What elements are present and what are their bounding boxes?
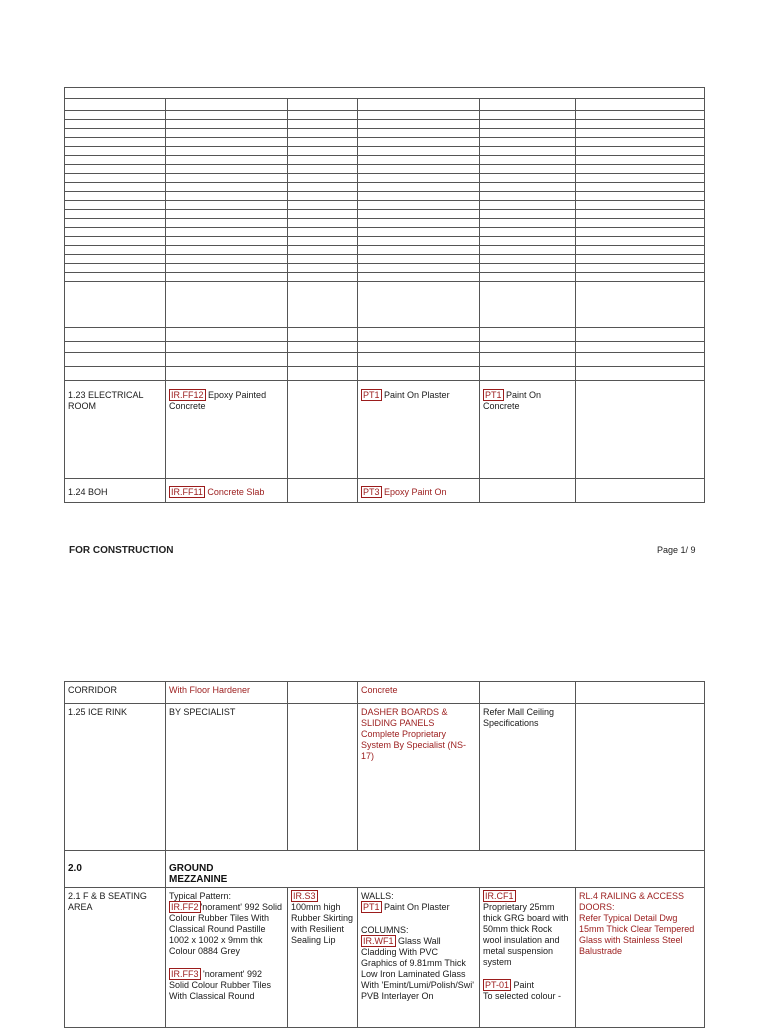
- remarks-cell: [576, 479, 705, 503]
- empty-cell: [480, 111, 576, 120]
- remarks-cell: [576, 704, 705, 851]
- floor-intro: Typical Pattern:: [169, 891, 232, 901]
- empty-cell: [65, 342, 166, 353]
- ceiling-finish: Refer Mall Ceiling Specifications: [480, 704, 576, 851]
- skirting-text: 100mm high Rubber Skirting with Resilient Sealing Lip: [291, 902, 354, 945]
- skirting-finish: [288, 888, 358, 1028]
- empty-cell: [288, 367, 358, 381]
- empty-cell: [166, 210, 288, 219]
- empty-cell: [65, 246, 166, 255]
- skirting-cell: [288, 479, 358, 503]
- empty-cell: [288, 246, 358, 255]
- empty-cell: [65, 328, 166, 342]
- finish-code: IR.FF3: [171, 969, 199, 979]
- empty-cell: [480, 353, 576, 367]
- floor-finish: BY SPECIALIST: [166, 704, 288, 851]
- empty-cell: [65, 174, 166, 183]
- skirting-cell: [288, 381, 358, 479]
- walls-heading: WALLS:: [361, 891, 394, 901]
- table-row: [65, 88, 705, 99]
- empty-cell: [358, 129, 480, 138]
- empty-cell: [480, 129, 576, 138]
- finish-code: PT-01: [485, 980, 510, 990]
- empty-cell: [358, 342, 480, 353]
- empty-cell: [480, 192, 576, 201]
- floor-text-1: 'norament' 992 Solid Colour Rubber Tiles With Classical Round Pastille: [169, 902, 283, 934]
- ceiling-cell: [480, 682, 576, 704]
- empty-cell: [65, 273, 166, 282]
- ceiling-finish: [480, 381, 576, 479]
- empty-table-row: [65, 273, 705, 282]
- empty-cell: [480, 342, 576, 353]
- finish-code: IR.FF2: [171, 902, 199, 912]
- empty-cell: [288, 129, 358, 138]
- empty-cell: [480, 264, 576, 273]
- empty-cell: [166, 156, 288, 165]
- empty-cell: [576, 183, 705, 192]
- empty-cell: [288, 219, 358, 228]
- empty-cell: [166, 255, 288, 264]
- empty-cell: [288, 147, 358, 156]
- floor-size: 1002 x 1002 x 9mm thk: [169, 935, 263, 945]
- empty-cell: [166, 138, 288, 147]
- empty-cell: [288, 111, 358, 120]
- empty-table-row: [65, 255, 705, 264]
- empty-cell: [358, 353, 480, 367]
- empty-cell: [576, 192, 705, 201]
- empty-cell: [288, 273, 358, 282]
- empty-table-row: [65, 147, 705, 156]
- empty-cell: [576, 156, 705, 165]
- section-number: 2.0: [65, 851, 166, 888]
- floor-finish: [166, 479, 288, 503]
- empty-table-row: [65, 174, 705, 183]
- table-header-band: [65, 88, 705, 99]
- empty-cell: [166, 237, 288, 246]
- empty-cell: [288, 201, 358, 210]
- skirting-cell: [288, 704, 358, 851]
- empty-cell: [480, 138, 576, 147]
- section-title-text: GROUND MEZZANINE: [169, 863, 228, 885]
- empty-cell: [166, 219, 288, 228]
- room-label: CORRIDOR: [65, 682, 166, 704]
- empty-cell: [576, 120, 705, 129]
- empty-cell: [358, 255, 480, 264]
- empty-cell: [576, 219, 705, 228]
- empty-table-row: [65, 246, 705, 255]
- empty-table-row: [65, 99, 705, 111]
- empty-cell: [480, 165, 576, 174]
- finish-code: IR.FF12: [171, 390, 204, 400]
- empty-cell: [288, 210, 358, 219]
- empty-table-row: [65, 183, 705, 192]
- columns-heading: COLUMNS:: [361, 925, 409, 935]
- empty-cell: [576, 237, 705, 246]
- empty-cell: [576, 342, 705, 353]
- room-label: 2.1 F & B SEATING AREA: [65, 888, 166, 1028]
- floor-finish: [166, 888, 288, 1028]
- ceiling-text: Paint On Concrete: [483, 390, 542, 411]
- empty-cell: [65, 353, 166, 367]
- empty-cell: [576, 129, 705, 138]
- table-row: [65, 479, 705, 503]
- finish-code: PT3: [363, 487, 380, 497]
- top-table-body: [65, 88, 705, 503]
- empty-cell: [480, 210, 576, 219]
- remarks-cell: [576, 381, 705, 479]
- empty-cell: [358, 120, 480, 129]
- wall-finish: Concrete: [358, 682, 480, 704]
- empty-cell: [576, 210, 705, 219]
- empty-cell: [166, 192, 288, 201]
- empty-table-row: [65, 111, 705, 120]
- remarks-text: Refer Typical Detail Dwg 15mm Thick Clear Tempered Glass with Stainless Steel Balustrade: [579, 913, 695, 956]
- wall-finish: [358, 888, 480, 1028]
- empty-cell: [576, 111, 705, 120]
- empty-cell: [166, 120, 288, 129]
- empty-cell: [480, 120, 576, 129]
- empty-cell: [166, 147, 288, 156]
- empty-cell: [480, 156, 576, 165]
- empty-cell: [288, 99, 358, 111]
- empty-cell: [166, 228, 288, 237]
- empty-table-row: [65, 210, 705, 219]
- empty-cell: [288, 328, 358, 342]
- ceiling-text-3: To selected colour -: [483, 991, 562, 1001]
- wall-text: Paint On Plaster: [384, 390, 450, 400]
- finish-code: IR.CF1: [485, 891, 514, 901]
- empty-table-row: [65, 192, 705, 201]
- empty-table-row: [65, 201, 705, 210]
- empty-cell: [576, 201, 705, 210]
- table-row: [65, 851, 705, 888]
- empty-cell: [358, 156, 480, 165]
- empty-cell: [358, 210, 480, 219]
- empty-cell: [576, 147, 705, 156]
- finish-code: PT1: [363, 902, 380, 912]
- floor-text: Concrete Slab: [207, 487, 265, 497]
- empty-cell: [166, 367, 288, 381]
- table-row: [65, 704, 705, 851]
- finish-schedule-table-top: [64, 87, 705, 503]
- empty-cell: [480, 237, 576, 246]
- empty-cell: [166, 353, 288, 367]
- empty-cell: [288, 174, 358, 183]
- empty-cell: [576, 174, 705, 183]
- table-row: [65, 682, 705, 704]
- empty-cell: [65, 99, 166, 111]
- empty-cell: [65, 192, 166, 201]
- empty-cell: [358, 201, 480, 210]
- remarks-finish: [576, 888, 705, 1028]
- empty-cell: [166, 165, 288, 174]
- finish-schedule-table-bottom: [64, 681, 705, 1028]
- empty-cell: [288, 237, 358, 246]
- page-number: Page 1/ 9: [657, 545, 696, 555]
- empty-table-row: [65, 129, 705, 138]
- empty-table-row: [65, 165, 705, 174]
- empty-cell: [288, 138, 358, 147]
- empty-cell: [65, 120, 166, 129]
- empty-table-row: [65, 264, 705, 273]
- empty-cell: [65, 129, 166, 138]
- empty-cell: [576, 367, 705, 381]
- ceiling-text-1: Proprietary 25mm thick GRG board with 50mm thick Rock wool insulation and metal suspension system: [483, 902, 569, 967]
- empty-cell: [65, 183, 166, 192]
- wall-text-2: Glass Wall Cladding With PVC Graphics of 9.81mm Thick Low Iron Laminated Glass With 'Emint/Lumi/Polish/Swi' PVB Interlayer On: [361, 936, 474, 1001]
- empty-table-row: [65, 367, 705, 381]
- empty-cell: [358, 147, 480, 156]
- table-row: [65, 381, 705, 479]
- finish-code: IR.WF1: [363, 936, 394, 946]
- floor-finish: With Floor Hardener: [166, 682, 288, 704]
- empty-table-row: [65, 228, 705, 237]
- room-label: 1.24 BOH: [65, 479, 166, 503]
- empty-cell: [358, 246, 480, 255]
- empty-cell: [65, 237, 166, 246]
- empty-cell: [288, 192, 358, 201]
- empty-cell: [576, 246, 705, 255]
- empty-table-row: [65, 328, 705, 342]
- empty-cell: [576, 99, 705, 111]
- empty-cell: [166, 342, 288, 353]
- floor-colour: Colour 0884 Grey: [169, 946, 241, 956]
- empty-cell: [358, 111, 480, 120]
- empty-cell: [358, 138, 480, 147]
- empty-cell: [480, 282, 576, 328]
- empty-cell: [358, 99, 480, 111]
- empty-cell: [166, 174, 288, 183]
- floor-spec-1: [169, 902, 284, 935]
- empty-cell: [65, 111, 166, 120]
- empty-cell: [358, 219, 480, 228]
- floor-finish: [166, 381, 288, 479]
- empty-cell: [65, 201, 166, 210]
- empty-cell: [358, 192, 480, 201]
- empty-cell: [358, 174, 480, 183]
- finish-code: IR.FF11: [171, 487, 203, 497]
- wall-text-1: Paint On Plaster: [384, 902, 450, 912]
- empty-cell: [288, 342, 358, 353]
- empty-table-row: [65, 342, 705, 353]
- empty-cell: [358, 328, 480, 342]
- empty-cell: [480, 328, 576, 342]
- empty-cell: [480, 99, 576, 111]
- empty-cell: [480, 367, 576, 381]
- empty-cell: [480, 183, 576, 192]
- ceiling-finish: [480, 888, 576, 1028]
- footer-status: FOR CONSTRUCTION: [69, 545, 174, 556]
- empty-cell: [480, 174, 576, 183]
- floor-text-2: 'norament' 992 Solid Colour Rubber Tiles With Classical Round: [169, 969, 272, 1001]
- empty-cell: [480, 147, 576, 156]
- empty-cell: [288, 120, 358, 129]
- section-title: [166, 851, 705, 888]
- empty-cell: [576, 328, 705, 342]
- empty-cell: [576, 282, 705, 328]
- empty-cell: [166, 246, 288, 255]
- empty-cell: [480, 219, 576, 228]
- room-label: 1.25 ICE RINK: [65, 704, 166, 851]
- ceiling-text-2: Paint: [513, 980, 535, 990]
- wall-finish: [358, 479, 480, 503]
- empty-cell: [166, 282, 288, 328]
- empty-cell: [65, 264, 166, 273]
- skirting-cell: [288, 682, 358, 704]
- wall-desc: Complete Proprietary System By Specialist (NS-17): [361, 729, 467, 761]
- finish-code: PT1: [485, 390, 502, 400]
- empty-cell: [166, 111, 288, 120]
- empty-cell: [65, 255, 166, 264]
- empty-cell: [576, 165, 705, 174]
- ceiling-cell: [480, 479, 576, 503]
- empty-cell: [65, 156, 166, 165]
- empty-table-row: [65, 282, 705, 328]
- finish-code: IR.S3: [293, 891, 316, 901]
- empty-cell: [576, 264, 705, 273]
- empty-cell: [480, 255, 576, 264]
- empty-table-row: [65, 353, 705, 367]
- empty-table-row: [65, 237, 705, 246]
- empty-cell: [358, 367, 480, 381]
- floor-text: Epoxy Painted Concrete: [169, 390, 267, 411]
- empty-cell: [576, 353, 705, 367]
- empty-cell: [166, 328, 288, 342]
- empty-cell: [358, 165, 480, 174]
- empty-cell: [480, 246, 576, 255]
- empty-cell: [288, 264, 358, 273]
- empty-cell: [576, 138, 705, 147]
- wall-text: Epoxy Paint On: [384, 487, 447, 497]
- room-label: 1.23 ELECTRICAL ROOM: [65, 381, 166, 479]
- empty-cell: [65, 282, 166, 328]
- empty-table-row: [65, 120, 705, 129]
- empty-cell: [166, 264, 288, 273]
- empty-cell: [358, 282, 480, 328]
- empty-cell: [358, 264, 480, 273]
- empty-cell: [65, 228, 166, 237]
- empty-cell: [358, 273, 480, 282]
- wall-finish: [358, 704, 480, 851]
- empty-cell: [166, 99, 288, 111]
- empty-cell: [576, 228, 705, 237]
- empty-cell: [480, 201, 576, 210]
- empty-cell: [358, 183, 480, 192]
- empty-cell: [65, 165, 166, 174]
- empty-cell: [288, 353, 358, 367]
- wall-title: DASHER BOARDS & SLIDING PANELS: [361, 707, 448, 728]
- empty-cell: [65, 367, 166, 381]
- empty-table-row: [65, 138, 705, 147]
- empty-cell: [288, 228, 358, 237]
- empty-cell: [65, 219, 166, 228]
- empty-cell: [288, 255, 358, 264]
- empty-cell: [166, 129, 288, 138]
- empty-table-row: [65, 219, 705, 228]
- table-row: [65, 888, 705, 1028]
- empty-cell: [288, 183, 358, 192]
- wall-finish: [358, 381, 480, 479]
- empty-cell: [576, 273, 705, 282]
- empty-cell: [480, 273, 576, 282]
- empty-cell: [358, 237, 480, 246]
- empty-cell: [65, 210, 166, 219]
- empty-cell: [166, 183, 288, 192]
- remarks-title: RL.4 RAILING & ACCESS DOORS:: [579, 891, 685, 912]
- remarks-cell: [576, 682, 705, 704]
- floor-spec-2: [169, 969, 284, 1002]
- empty-cell: [166, 273, 288, 282]
- empty-cell: [288, 156, 358, 165]
- finish-code: PT1: [363, 390, 380, 400]
- empty-cell: [65, 147, 166, 156]
- empty-cell: [358, 228, 480, 237]
- empty-cell: [576, 255, 705, 264]
- empty-table-row: [65, 156, 705, 165]
- empty-cell: [480, 228, 576, 237]
- empty-cell: [288, 282, 358, 328]
- empty-cell: [65, 138, 166, 147]
- empty-cell: [166, 201, 288, 210]
- empty-cell: [288, 165, 358, 174]
